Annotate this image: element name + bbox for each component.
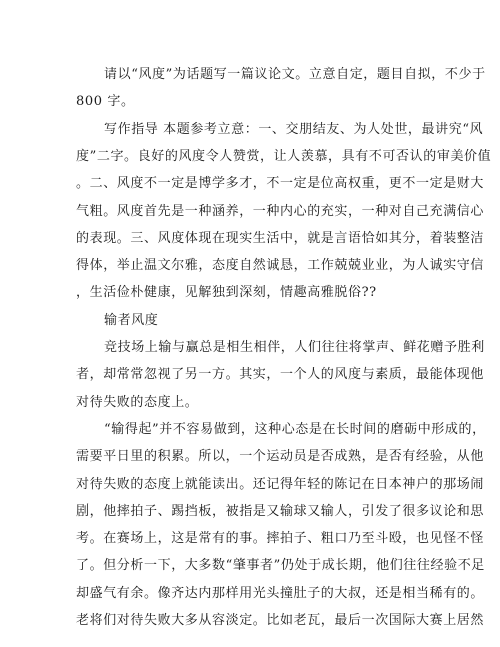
guidance-line-4: 气粗。风度首先是一种涵养，一种内心的充实，一种对自己充满信心: [76, 203, 485, 219]
essay-para2-line-4: 剧，他摔拍子、踢挡板，被指是又输球又输人，引发了很多议论和思: [76, 503, 485, 519]
guidance-line-3: 。二、风度不一定是博学多才，不一定是位高权重，更不一定是财大: [76, 176, 485, 192]
essay-para1-line-3: 对待失败的态度上。: [76, 394, 199, 410]
essay-para1-line-1: 竞技场上输与赢总是相生相伴，人们往往将掌声、鲜花赠予胜利: [104, 340, 485, 355]
essay-para2-line-1: “输得起”并不容易做到，这种心态是在长时间的磨砺中形成的，: [104, 421, 486, 437]
essay-para2-line-8: 老将们对待失败大多从容淡定。比如老瓦，最后一次国际大赛上居然: [76, 613, 485, 628]
guidance-line-5: 的表现。三、风度体现在现实生活中，就是言语恰如其分，着装整洁: [76, 230, 485, 246]
prompt-line-2: 800 字。: [76, 94, 135, 110]
essay-title: 输者风度: [104, 312, 159, 328]
prompt-line-1: 请以“风度”为话题写一篇议论文。立意自定，题目自拟，不少于: [104, 67, 486, 82]
guidance-line-7: ，生活俭朴健康，见解独到深刻，情趣高雅脱俗??: [76, 285, 377, 301]
essay-para2-line-2: 需要平日里的积累。所以，一个运动员是否成熟，是否有经验，从他: [76, 449, 485, 465]
essay-para2-line-5: 考。在赛场上，这是常有的事。摔拍子、粗口乃至斗殴，也见怪不怪: [76, 531, 485, 547]
essay-para2-line-6: 了。但分析一下，大多数“肇事者”仍处于成长期，他们往往经验不足: [76, 558, 485, 574]
guidance-line-1: 写作指导 本题参考立意：一、交朋结友、为人处世，最讲究“风: [104, 121, 484, 137]
essay-para1-line-2: 者，却常常忽视了另一方。其实，一个人的风度与素质，最能体现他: [76, 367, 485, 383]
essay-para2-line-7: 却盛气有余。像齐达内那样用光头撞肚子的大叔，还是相当稀有的。: [76, 585, 485, 601]
guidance-line-6: 得体，举止温文尔雅，态度自然诚恳，工作兢兢业业，为人诚实守信: [76, 258, 485, 274]
guidance-line-2: 度”二字。良好的风度令人赞赏，让人羡慕，具有不可否认的审美价值: [76, 148, 492, 164]
essay-para2-line-3: 对待失败的态度上就能读出。还记得年轻的陈记在日本神户的那场闹: [76, 476, 485, 492]
